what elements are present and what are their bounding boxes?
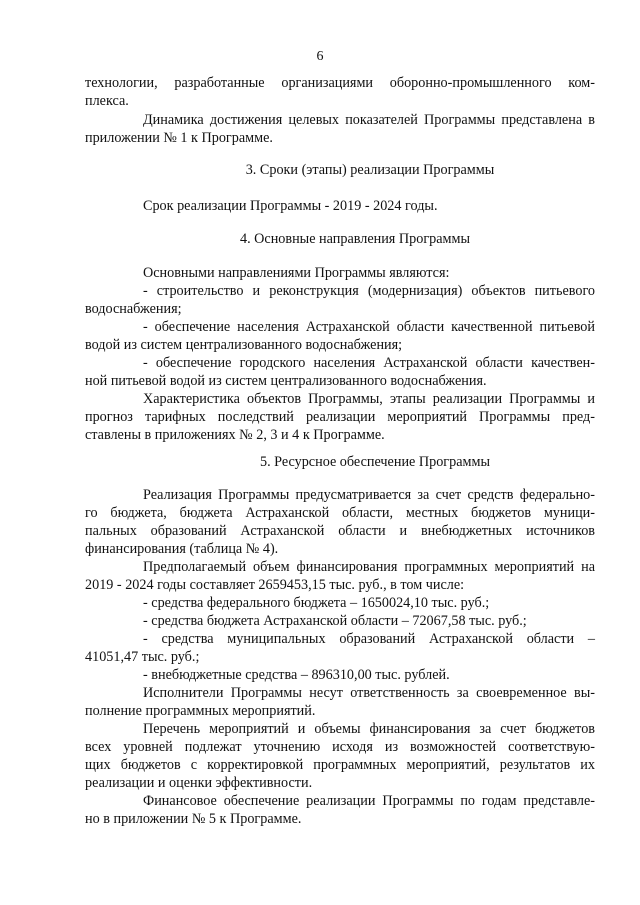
- paragraph-line: Основными направлениями Программы являются:: [143, 265, 450, 281]
- paragraph-line: - обеспечение городского населения Астраханской области качествен-: [143, 355, 595, 371]
- paragraph-line: водоснабжения;: [85, 301, 182, 317]
- paragraph-line: - обеспечение населения Астраханской области качественной питьевой: [143, 319, 595, 335]
- section-heading: 3. Сроки (этапы) реализации Программы: [245, 162, 495, 178]
- paragraph-line: прогноз тарифных последствий реализации мероприятий Программы пред-: [85, 409, 595, 425]
- paragraph-line: Срок реализации Программы - 2019 - 2024 годы.: [143, 198, 438, 214]
- paragraph-line: Финансовое обеспечение реализации Программы по годам представле-: [143, 793, 595, 809]
- paragraph-line: - строительство и реконструкция (модернизация) объектов питьевого: [143, 283, 595, 299]
- paragraph-line: Перечень мероприятий и объемы финансирования за счет бюджетов: [143, 721, 595, 737]
- paragraph-line: - средства федерального бюджета – 1650024,10 тыс. руб.;: [143, 595, 490, 611]
- section-heading: 4. Основные направления Программы: [239, 231, 471, 247]
- paragraph-line: 41051,47 тыс. руб.;: [85, 649, 200, 665]
- paragraph-line: финансирования (таблица № 4).: [85, 541, 279, 557]
- paragraph-line: Предполагаемый объем финансирования программных мероприятий на: [143, 559, 595, 575]
- paragraph-line: 2019 - 2024 годы составляет 2659453,15 тыс. руб., в том числе:: [85, 577, 465, 593]
- paragraph-line: Характеристика объектов Программы, этапы реализации Программы и: [143, 391, 595, 407]
- paragraph-line: технологии, разработанные организациями оборонно-промышленного ком-: [85, 75, 595, 91]
- paragraph-line: щих бюджетов с корректировкой программных мероприятий, результатов их: [85, 757, 595, 773]
- paragraph-line: полнение программных мероприятий.: [85, 703, 316, 719]
- paragraph-line: приложении № 1 к Программе.: [85, 130, 273, 146]
- paragraph-line: ной питьевой водой из систем централизованного водоснабжения.: [85, 373, 487, 389]
- paragraph-line: - средства муниципальных образований Астраханской области –: [143, 631, 595, 647]
- paragraph-line: но в приложении № 5 к Программе.: [85, 811, 302, 827]
- paragraph-line: - внебюджетные средства – 896310,00 тыс. рублей.: [143, 667, 450, 683]
- section-heading: 5. Ресурсное обеспечение Программы: [259, 454, 491, 470]
- paragraph-line: Реализация Программы предусматривается за счет средств федерально-: [143, 487, 595, 503]
- paragraph-line: водой из систем централизованного водоснабжения;: [85, 337, 403, 353]
- paragraph-line: го бюджета, бюджета Астраханской области, местных бюджетов муници-: [85, 505, 595, 521]
- paragraph-line: плекса.: [85, 93, 129, 109]
- paragraph-line: реализации и оценки эффективности.: [85, 775, 313, 791]
- paragraph-line: - средства бюджета Астраханской области – 72067,58 тыс. руб.;: [143, 613, 527, 629]
- paragraph-line: всех уровней подлежат уточнению исходя из возможностей соответствую-: [85, 739, 595, 755]
- paragraph-line: ставлены в приложениях № 2, 3 и 4 к Программе.: [85, 427, 385, 443]
- paragraph-line: Динамика достижения целевых показателей Программы представлена в: [143, 112, 595, 128]
- paragraph-line: пальных образований Астраханской области и внебюджетных источников: [85, 523, 595, 539]
- paragraph-line: Исполнители Программы несут ответственность за своевременное вы-: [143, 685, 595, 701]
- page-number: 6: [316, 49, 324, 64]
